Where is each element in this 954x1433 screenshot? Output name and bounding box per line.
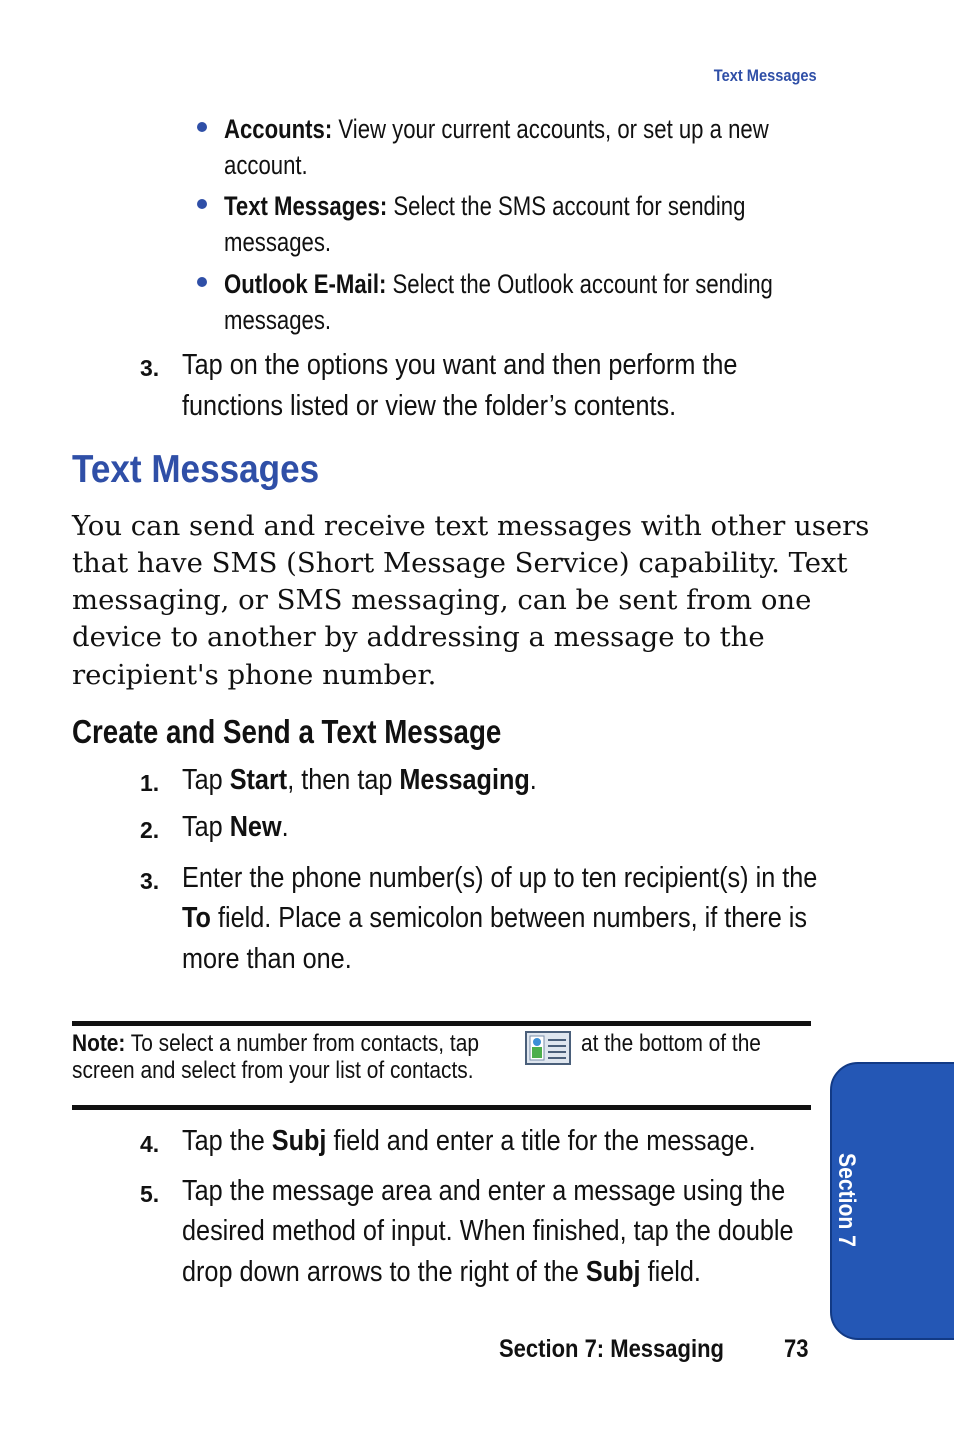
contacts-icon (525, 1031, 571, 1065)
bullet-accounts (224, 114, 769, 145)
bullet-label: Outlook E-Mail: (224, 269, 387, 299)
note-label: Note: (72, 1030, 126, 1057)
note-text: screen and select from your list of contacts. (72, 1057, 474, 1084)
bullet-outlook-email (224, 269, 773, 300)
section-title: Text Messages (72, 448, 320, 491)
subheading: Create and Send a Text Message (72, 713, 502, 750)
step-number: 3. (140, 868, 160, 894)
step-3-text (182, 902, 807, 935)
note-line (72, 1030, 479, 1058)
intro-line: that have SMS (Short Message Service) capability. Text (72, 547, 848, 579)
step-number: 5. (140, 1181, 160, 1207)
step-text: more than one. (182, 943, 352, 975)
bullet-label: Accounts: (224, 114, 333, 144)
intro-line: messaging, or SMS messaging, can be sent from one (72, 584, 812, 616)
step-text: field. (640, 1256, 701, 1288)
step-text: Tap the message area and enter a message using the (182, 1175, 786, 1207)
bullet-text: Select the SMS account for sending (393, 191, 746, 221)
ui-term: Start (229, 764, 288, 796)
bullet-text-cont: account. (224, 150, 308, 180)
step-text: drop down arrows to the right of the (182, 1256, 586, 1288)
bullet-text-cont: messages. (224, 305, 332, 335)
step-text: field and enter a title for the message. (326, 1125, 756, 1157)
note-bottom-rule (72, 1105, 811, 1110)
bullet-dot-icon (197, 199, 207, 209)
step-text: Tap the (182, 1125, 272, 1157)
ui-term: Messaging (399, 764, 530, 796)
bullet-text: Select the Outlook account for sending (392, 269, 773, 299)
step-text: functions listed or view the folder’s contents. (182, 390, 677, 422)
section-tab-label: Section 7 (833, 1153, 860, 1247)
step-2-text (182, 811, 289, 844)
ui-term: Subj (271, 1125, 327, 1157)
step-number: 3. (140, 355, 160, 381)
footer-section-label: Section 7: Messaging (499, 1335, 724, 1363)
running-header: Text Messages (714, 66, 817, 85)
step-text: Tap (182, 811, 230, 843)
ui-term: Subj (585, 1256, 641, 1288)
intro-line: recipient's phone number. (72, 659, 437, 691)
step-4-text (182, 1125, 756, 1158)
step-text: . (281, 811, 289, 843)
intro-line: device to another by addressing a message to the (72, 621, 765, 653)
step-text: desired method of input. When finished, tap the double (182, 1215, 794, 1247)
intro-line: You can send and receive text messages with other users (72, 510, 870, 542)
step-text: , then tap (287, 764, 400, 796)
step-text: Enter the phone number(s) of up to ten recipient(s) in the (182, 862, 818, 894)
step-text: . (529, 764, 537, 796)
note-text: To select a number from contacts, tap (125, 1030, 479, 1057)
step-1-text (182, 764, 537, 797)
step-number: 2. (140, 817, 160, 843)
bullet-text-messages (224, 191, 745, 222)
step-5-text (182, 1256, 701, 1289)
bullet-label: Text Messages: (224, 191, 388, 221)
step-number: 1. (140, 770, 160, 796)
bullet-text-cont: messages. (224, 227, 332, 257)
note-text: at the bottom of the (581, 1030, 761, 1057)
page-number: 73 (784, 1335, 809, 1363)
bullet-dot-icon (197, 277, 207, 287)
note-top-rule (72, 1021, 811, 1026)
step-number: 4. (140, 1131, 160, 1157)
ui-term: New (229, 811, 282, 843)
step-text: field. Place a semicolon between numbers, if there is (210, 902, 807, 934)
bullet-dot-icon (197, 122, 207, 132)
ui-term: To (182, 902, 211, 934)
step-text: Tap (182, 764, 230, 796)
bullet-text: View your current accounts, or set up a new (338, 114, 769, 144)
step-text: Tap on the options you want and then perform the (182, 349, 738, 381)
